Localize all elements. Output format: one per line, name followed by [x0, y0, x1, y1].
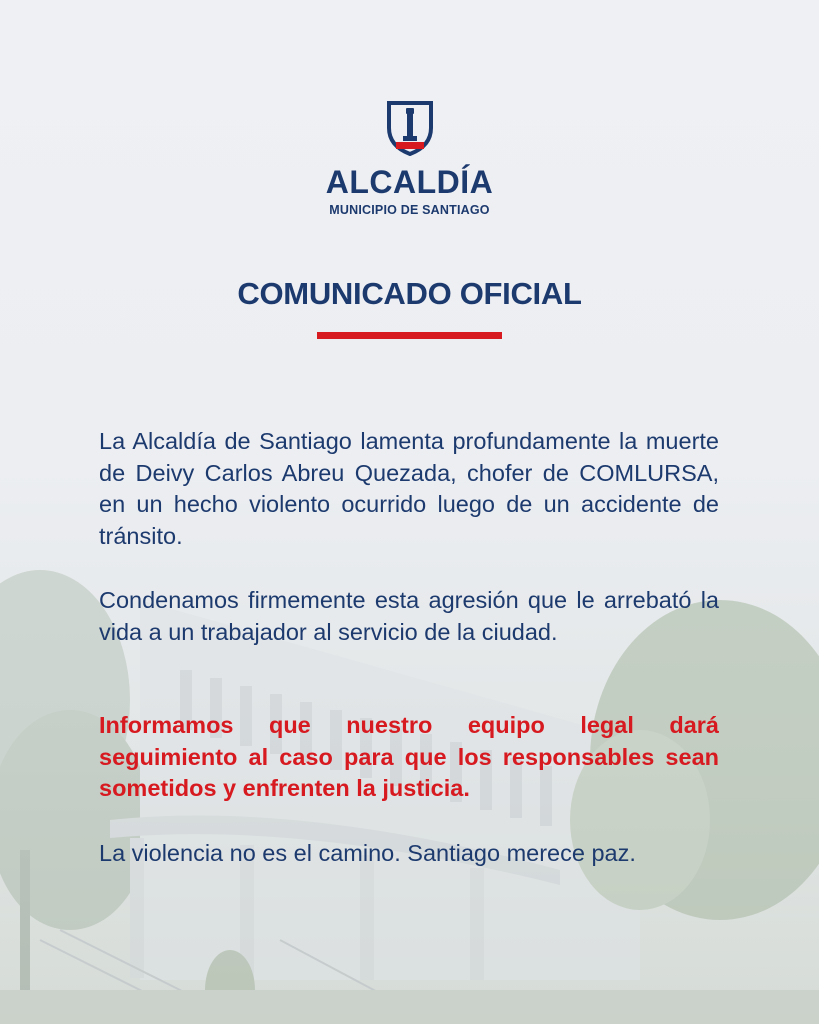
logo — [0, 100, 819, 217]
paragraph-condolence: La Alcaldía de Santiago lamenta profundamente la muerte de Deivy Carlos Abreu Quezada, chofer de COMLURSA, en un hecho violento ocurrido luego de un accidente de tránsito. — [99, 428, 719, 549]
brand-subtitle: MUNICIPIO DE SANTIAGO — [329, 203, 490, 217]
title-underline — [317, 332, 502, 339]
brand-name: ALCALDÍA — [325, 164, 494, 200]
paragraph-condemnation: Condenamos firmemente esta agresión que le arrebató la vida a un trabajador al servicio de la ciudad. — [99, 587, 719, 645]
monument-shield-icon — [385, 100, 435, 156]
page-title: COMUNICADO OFICIAL — [237, 276, 582, 311]
paragraph-legal-follow-up: Informamos que nuestro equipo legal dará seguimiento al caso para que los responsables sean sometidos y enfrenten la justicia. — [99, 712, 719, 801]
paragraph-closing: La violencia no es el camino. Santiago merece paz. — [99, 840, 636, 866]
